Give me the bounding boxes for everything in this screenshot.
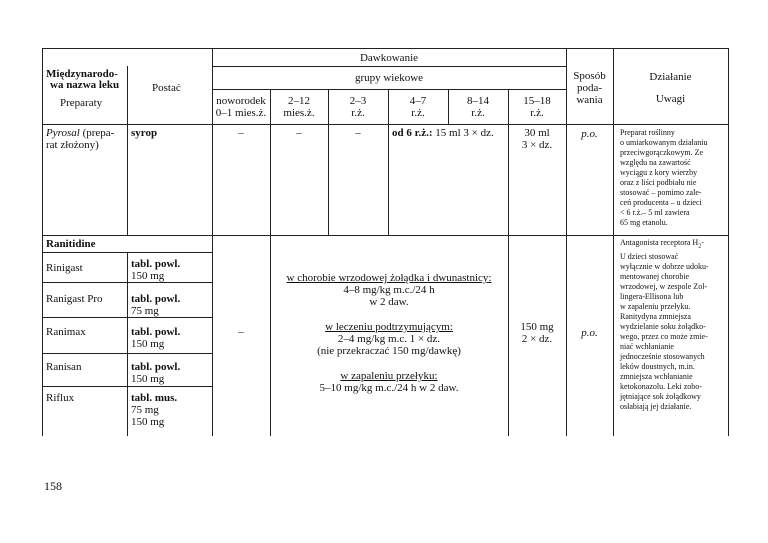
ranitidine-dose-newborn: – bbox=[238, 326, 244, 338]
age-group-4-l2: r.ż. bbox=[471, 107, 485, 119]
age-group-5-l2: r.ż. bbox=[530, 107, 544, 119]
col-divider-dzialanie bbox=[613, 48, 614, 436]
age-group-1-l2: mies.ż. bbox=[283, 107, 315, 119]
ranitidine-note-line: leków doustnych, m.in. bbox=[620, 361, 695, 371]
header-uwagi: Uwagi bbox=[655, 93, 686, 105]
dosing-ulcer-freq: w 2 daw. bbox=[369, 296, 409, 308]
pyrosal-note-line: stosować – pomimo zale- bbox=[620, 188, 702, 197]
pyrosal-dose-bold: od 6 r.ż.: bbox=[392, 127, 433, 139]
ranitidine-notes bbox=[620, 238, 709, 412]
ranitidine-note-line: wego, przez co może zmie- bbox=[620, 331, 708, 341]
ranitidine-group-title: Ranitidine bbox=[46, 238, 96, 250]
pyrosal-note-line: oraz z liści podbiału nie bbox=[620, 178, 697, 187]
pyrosal-name-italic: Pyrosal bbox=[46, 127, 80, 139]
age-group-3-l2: r.ż. bbox=[411, 107, 425, 119]
prep-4-name: Riflux bbox=[46, 392, 75, 404]
age-group-0-l2: 0–1 mies.ż. bbox=[215, 107, 267, 119]
pyrosal-postac: syrop bbox=[131, 127, 158, 139]
ranitidine-route: p.o. bbox=[581, 327, 598, 339]
age-group-2-l2: r.ż. bbox=[351, 107, 365, 119]
pyrosal-note-line: o umiarkowanym działaniu bbox=[620, 138, 708, 147]
pyrosal-dose-2-12m: – bbox=[296, 127, 302, 139]
prep-4-dose-2: 150 mg bbox=[131, 416, 165, 428]
dosing-ulcer-dose: 4–8 mg/kg m.c./24 h bbox=[343, 284, 435, 296]
dosing-heading-ulcer: w chorobie wrzodowej żołądka i dwunastnicy: bbox=[286, 272, 492, 284]
note-text-tail: - bbox=[701, 238, 704, 247]
header-dzialanie: Działanie bbox=[649, 71, 692, 83]
col-divider-name-postac bbox=[127, 124, 128, 235]
prep-0-name: Rinigast bbox=[46, 262, 83, 274]
ranitidine-note-line: wydzielanie soku żołądko- bbox=[620, 321, 706, 331]
pyrosal-name bbox=[46, 127, 114, 139]
col-divider-name-postac bbox=[127, 66, 128, 124]
note-text: Antagonista receptora H bbox=[620, 238, 699, 247]
header-bottom-border bbox=[42, 124, 728, 125]
ranitidine-note-line: U dzieci stosować bbox=[620, 251, 679, 261]
age-group-2-l1: 2–3 bbox=[349, 95, 367, 107]
table-top-border bbox=[42, 48, 728, 49]
age-group-4-l1: 8–14 bbox=[467, 95, 489, 107]
ranitidine-note-line: niać wchłanianie bbox=[620, 341, 674, 351]
ranitidine-note-line: ketokonazolu. Leki zobo- bbox=[620, 381, 702, 391]
pyrosal-note-line: ceń producenta – u dzieci bbox=[620, 198, 702, 207]
pyrosal-dose-4-14y bbox=[392, 127, 494, 139]
prep-2-form: tabl. powl. bbox=[131, 326, 181, 338]
header-sposob-2: poda- bbox=[576, 82, 603, 94]
ranitidine-note-line: lingera-Ellisona lub bbox=[620, 291, 684, 301]
header-name-line2: wa nazwa leku bbox=[50, 79, 120, 91]
pyrosal-note-line: Preparat roślinny bbox=[620, 128, 675, 137]
dosing-maintenance-limit: (nie przekraczać 150 mg/dawkę) bbox=[317, 345, 461, 357]
pyrosal-dose-2-3y: – bbox=[355, 127, 361, 139]
pyrosal-note-line: 65 mg etanolu. bbox=[620, 218, 668, 227]
pyrosal-adult-1: 30 ml bbox=[524, 127, 550, 139]
prep-2-dose: 150 mg bbox=[131, 338, 165, 350]
table-right-border bbox=[728, 48, 729, 436]
pyrosal-note-line: < 6 r.ż.– 5 ml zawiera bbox=[620, 208, 690, 217]
age-group-1-l1: 2–12 bbox=[288, 95, 310, 107]
prep-1-dose: 75 mg bbox=[131, 305, 159, 317]
age-group-0-l1: noworodek bbox=[216, 95, 266, 107]
prep-3-dose: 150 mg bbox=[131, 373, 165, 385]
header-divider-dawkowanie bbox=[212, 66, 566, 67]
ranitidine-note-line: wrzodowej, w zespole Zol- bbox=[620, 281, 708, 291]
ranitidine-note-first-line bbox=[620, 238, 709, 252]
ranitidine-note-line: Ranitydyna zmniejsza bbox=[620, 311, 691, 321]
dosing-maintenance-dose: 2–4 mg/kg m.c. 1 × dz. bbox=[337, 333, 441, 345]
prep-0-form: tabl. powl. bbox=[131, 258, 181, 270]
prep-4-dose-1: 75 mg bbox=[131, 404, 159, 416]
header-dawkowanie: Dawkowanie bbox=[359, 52, 419, 64]
prep-2-name: Ranimax bbox=[46, 326, 86, 338]
ranitidine-adult-2: 2 × dz. bbox=[521, 333, 553, 345]
pyrosal-row-bottom bbox=[42, 235, 728, 236]
pyrosal-note-line: przeciwgorączkowym. Ze bbox=[620, 148, 704, 157]
header-sposob-3: wania bbox=[576, 94, 603, 106]
prep-3-form: tabl. powl. bbox=[131, 361, 181, 373]
pyrosal-dose-rest: 15 ml 3 × dz. bbox=[432, 127, 494, 139]
age-group-3-l1: 4–7 bbox=[409, 95, 427, 107]
col-divider-name-postac bbox=[127, 252, 128, 436]
ranitidine-note-line: osłabiają jej działanie. bbox=[620, 401, 692, 411]
dosing-heading-maintenance: w leczeniu podtrzymującym: bbox=[325, 321, 453, 333]
ranitidine-note-line: jednocześnie stosowanych bbox=[620, 351, 705, 361]
dosing-esophagitis-dose: 5–10 mg/kg m.c./24 h w 2 daw. bbox=[319, 382, 459, 394]
dosing-heading-esophagitis: w zapaleniu przełyku: bbox=[340, 370, 438, 382]
prep-4-form: tabl. mus. bbox=[131, 392, 178, 404]
age-group-5-l1: 15–18 bbox=[523, 95, 551, 107]
ranitidine-note-line: wyłącznie w dobrze udoku- bbox=[620, 261, 709, 271]
pyrosal-route: p.o. bbox=[581, 128, 598, 140]
pyrosal-note-line: względu na zawartość bbox=[620, 158, 691, 167]
prep-1-name: Ranigast Pro bbox=[46, 293, 103, 305]
header-name-line1: Międzynarodo- bbox=[46, 68, 118, 80]
ranitidine-note-line: w zapaleniu przełyku. bbox=[620, 301, 691, 311]
pyrosal-name-rest: (prepa- bbox=[79, 127, 115, 139]
pyrosal-dose-newborn: – bbox=[238, 127, 244, 139]
pyrosal-adult-2: 3 × dz. bbox=[521, 139, 553, 151]
col-divider-sposob bbox=[566, 48, 567, 436]
prep-3-name: Ranisan bbox=[46, 361, 82, 373]
page-number: 158 bbox=[44, 479, 62, 493]
pyrosal-name-line2: rat złożony) bbox=[46, 139, 99, 151]
table-left-border bbox=[42, 48, 43, 436]
ranitidine-note-line: mentowanej chorobie bbox=[620, 271, 690, 281]
header-divider-grupy bbox=[212, 89, 566, 90]
header-grupy-wiekowe: grupy wiekowe bbox=[354, 72, 424, 84]
note-subscript: 2 bbox=[698, 243, 702, 250]
header-sposob-1: Sposób bbox=[573, 70, 606, 82]
ranitidine-adult-1: 150 mg bbox=[520, 321, 554, 333]
header-preparaty: Preparaty bbox=[60, 97, 103, 109]
header-postac: Postać bbox=[152, 82, 181, 94]
ranitidine-note-line: jętniające sok żołądkowy bbox=[620, 391, 701, 401]
ranitidine-note-line: zmniejsza wchłanianie bbox=[620, 371, 693, 381]
pyrosal-note-line: wyciągu z kory wierzby bbox=[620, 168, 698, 177]
pyrosal-notes bbox=[620, 128, 708, 228]
prep-1-form: tabl. powl. bbox=[131, 293, 181, 305]
prep-0-dose: 150 mg bbox=[131, 270, 165, 282]
